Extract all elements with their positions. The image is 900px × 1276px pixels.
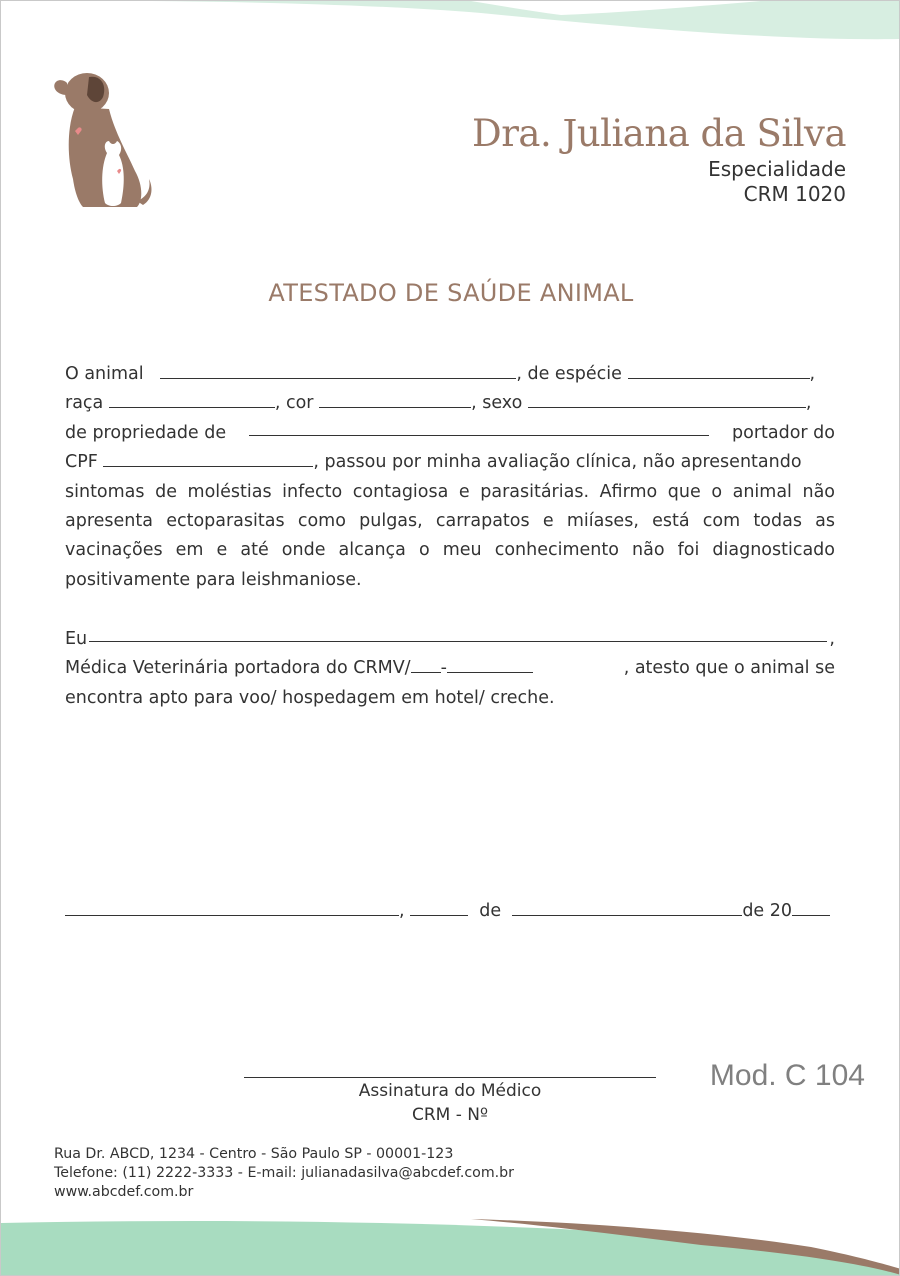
crmv-number-field[interactable]	[447, 656, 533, 673]
breed-field[interactable]	[109, 391, 275, 408]
footer-address: Rua Dr. ABCD, 1234 - Centro - São Paulo SP - 00001-123	[54, 1146, 454, 1162]
owner-line: de propriedade de portador do	[65, 419, 835, 448]
vet-name-line: Eu ,	[65, 625, 835, 654]
signature-label	[244, 1079, 656, 1127]
day-field[interactable]	[410, 899, 468, 916]
signature-line[interactable]	[244, 1077, 656, 1078]
species-field[interactable]	[628, 362, 810, 379]
dog-cat-logo-icon	[51, 67, 157, 211]
sex-field[interactable]	[528, 391, 806, 408]
fitness-line: encontra apto para voo/ hospedagem em hotel/ creche.	[65, 687, 555, 708]
doctor-name: Dra. Juliana da Silva	[472, 112, 846, 155]
top-wave-decoration	[1, 1, 900, 41]
date-line: , de de 20	[65, 899, 835, 921]
crmv-state-field[interactable]	[411, 656, 441, 673]
bottom-wave-decoration	[1, 1219, 900, 1275]
vet-name-field[interactable]	[89, 625, 827, 642]
statement-text: sintomas de moléstias infecto contagiosa e parasitárias. Afirmo que o animal não apresenta ectoparasitas como pulgas, carrapatos e miíases, está com todas as vacinações em e até onde alcança o meu conhecimento não foi diagnosticado positivamente para leishmaniose.	[65, 481, 835, 590]
cpf-field[interactable]	[103, 450, 313, 467]
footer-phone-email: Telefone: (11) 2222-3333 - E-mail: julianadasilva@abcdef.com.br	[54, 1165, 515, 1181]
vet-attestation-paragraph	[65, 625, 835, 713]
owner-field[interactable]	[249, 419, 709, 436]
health-statement-paragraph	[65, 360, 835, 595]
animal-line: O animal , de espécie ,	[65, 364, 816, 384]
color-field[interactable]	[319, 391, 471, 408]
animal-name-field[interactable]	[160, 362, 516, 379]
signature-caption: Assinatura do Médico	[358, 1081, 542, 1101]
cpf-line: CPF , passou por minha avaliação clínica, não apresentando	[65, 452, 802, 473]
footer-contact	[54, 1145, 514, 1202]
doctor-crm: CRM 1020	[743, 182, 846, 206]
doctor-specialty: Especialidade	[708, 157, 846, 181]
breed-line: raça , cor , sexo ,	[65, 393, 812, 414]
document-title: ATESTADO DE SAÚDE ANIMAL	[268, 279, 634, 307]
year-field[interactable]	[792, 899, 830, 916]
footer-website: www.abcdef.com.br	[54, 1184, 194, 1200]
crmv-line: Médica Veterinária portadora do CRMV/ - , atesto que o animal se	[65, 658, 835, 679]
city-field[interactable]	[65, 899, 399, 916]
model-code: Mod. C 104	[709, 1059, 865, 1092]
month-field[interactable]	[512, 899, 742, 916]
signature-crm: CRM - Nº	[411, 1105, 489, 1125]
